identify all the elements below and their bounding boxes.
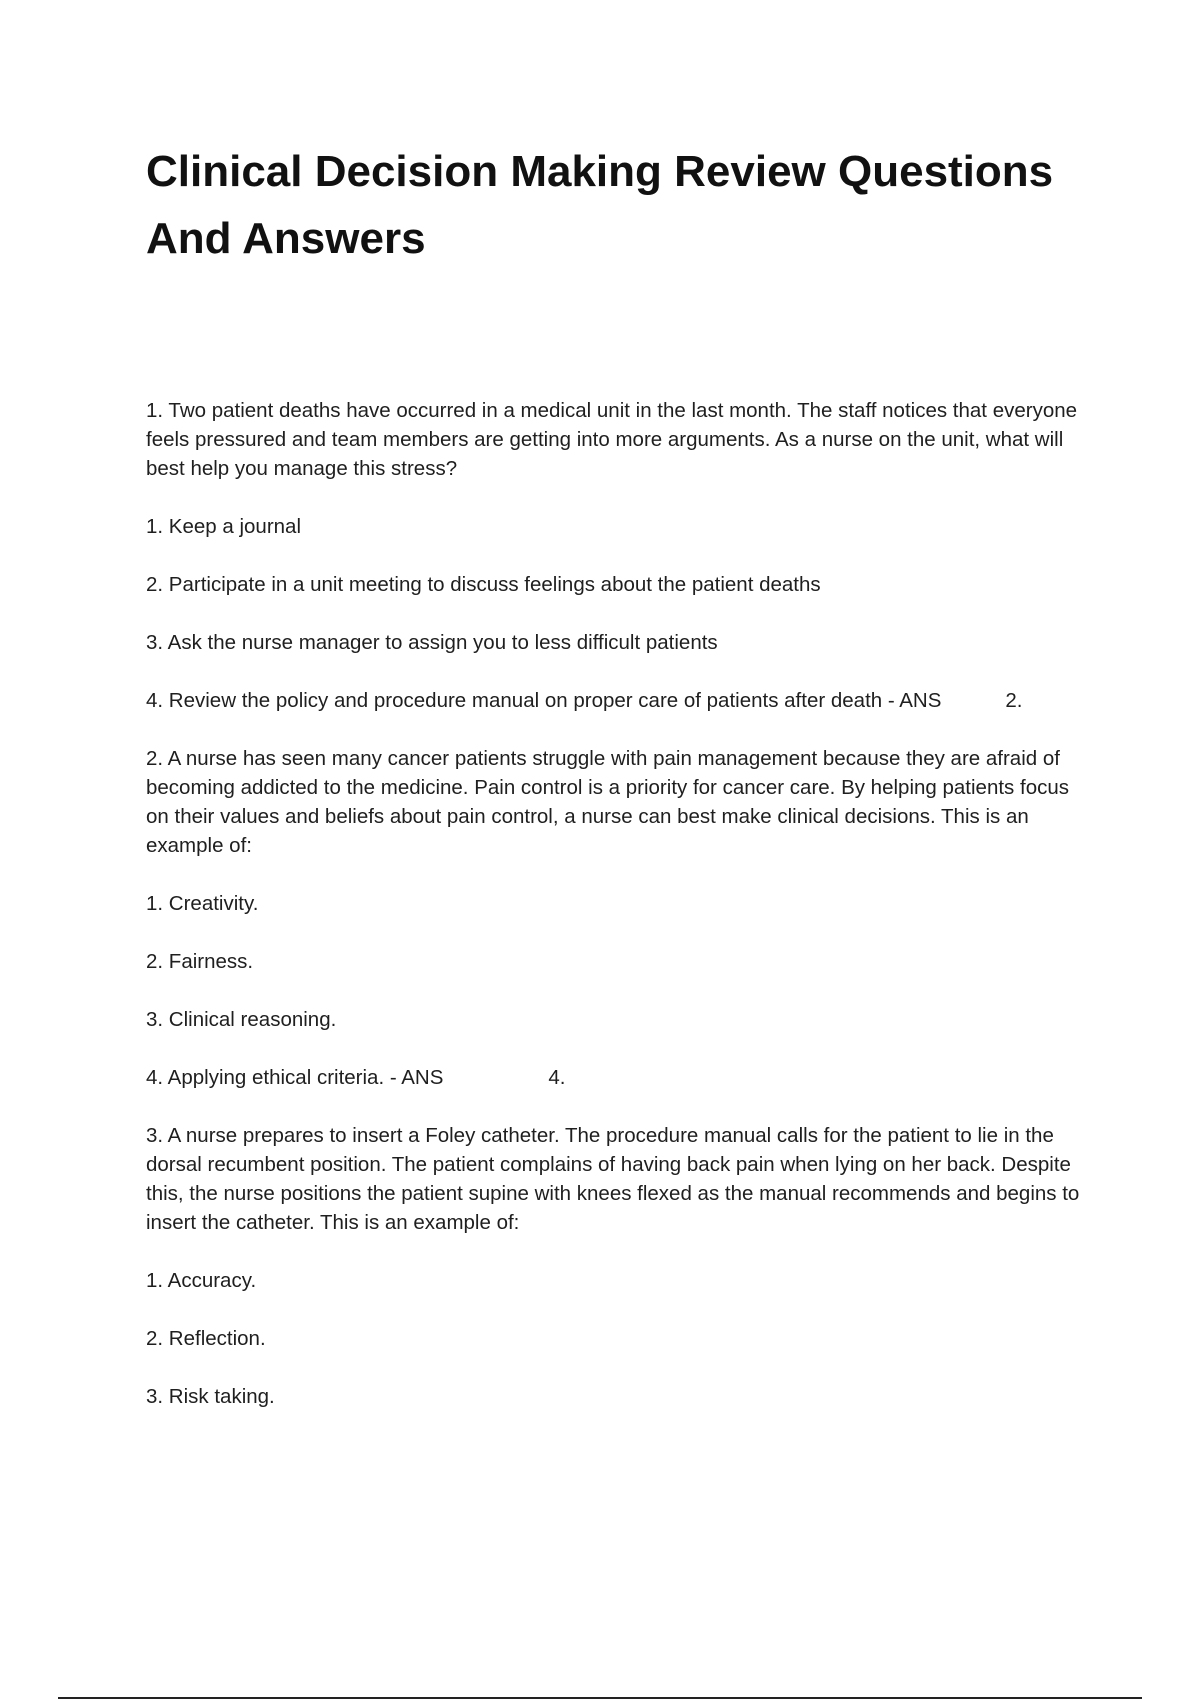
document-body <box>146 396 1096 1440</box>
answer-option: 3. Risk taking. <box>146 1385 275 1408</box>
document-title: Clinical Decision Making Review Questions And Answers <box>146 147 1054 263</box>
question-3 <box>146 1121 1096 1411</box>
answer-option: 2. Reflection. <box>146 1327 266 1350</box>
answer-option-with-key <box>146 1063 1096 1092</box>
question-stem: 2. A nurse has seen many cancer patients struggle with pain management because they are afraid of becoming addicted to the medicine. Pain control is a priority for cancer care. By helping patients focus on their values and beliefs about pain control, a nurse can best make clinical decisions. This is an example of: <box>146 747 1069 857</box>
footer-divider <box>58 1697 1142 1699</box>
question-2 <box>146 744 1096 1092</box>
answer-option: 3. Clinical reasoning. <box>146 1008 337 1031</box>
question-1 <box>146 396 1096 715</box>
answer-option: 1. Keep a journal <box>146 515 302 538</box>
answer-option-text: 4. Applying ethical criteria. - ANS <box>146 1066 444 1089</box>
answer-key: 4. <box>548 1066 566 1089</box>
answer-option: 1. Creativity. <box>146 892 259 915</box>
question-stem: 1. Two patient deaths have occurred in a medical unit in the last month. The staff notices that everyone feels pressured and team members are getting into more arguments. As a nurse on the unit, what will best help you manage this stress? <box>146 399 1078 480</box>
answer-option: 2. Participate in a unit meeting to discuss feelings about the patient deaths <box>146 573 821 596</box>
answer-option: 3. Ask the nurse manager to assign you to less difficult patients <box>146 631 718 654</box>
answer-option-with-key <box>146 686 1096 715</box>
answer-key: 2. <box>1005 689 1023 712</box>
answer-option: 2. Fairness. <box>146 950 254 973</box>
answer-option-text: 4. Review the policy and procedure manual on proper care of patients after death - ANS <box>146 689 942 712</box>
answer-option: 1. Accuracy. <box>146 1269 257 1292</box>
question-stem: 3. A nurse prepares to insert a Foley catheter. The procedure manual calls for the patient to lie in the dorsal recumbent position. The patient complains of having back pain when lying on her back. Despite this, the nurse positions the patient supine with knees flexed as the manual recommends and begins to insert the catheter. This is an example of: <box>146 1124 1080 1234</box>
